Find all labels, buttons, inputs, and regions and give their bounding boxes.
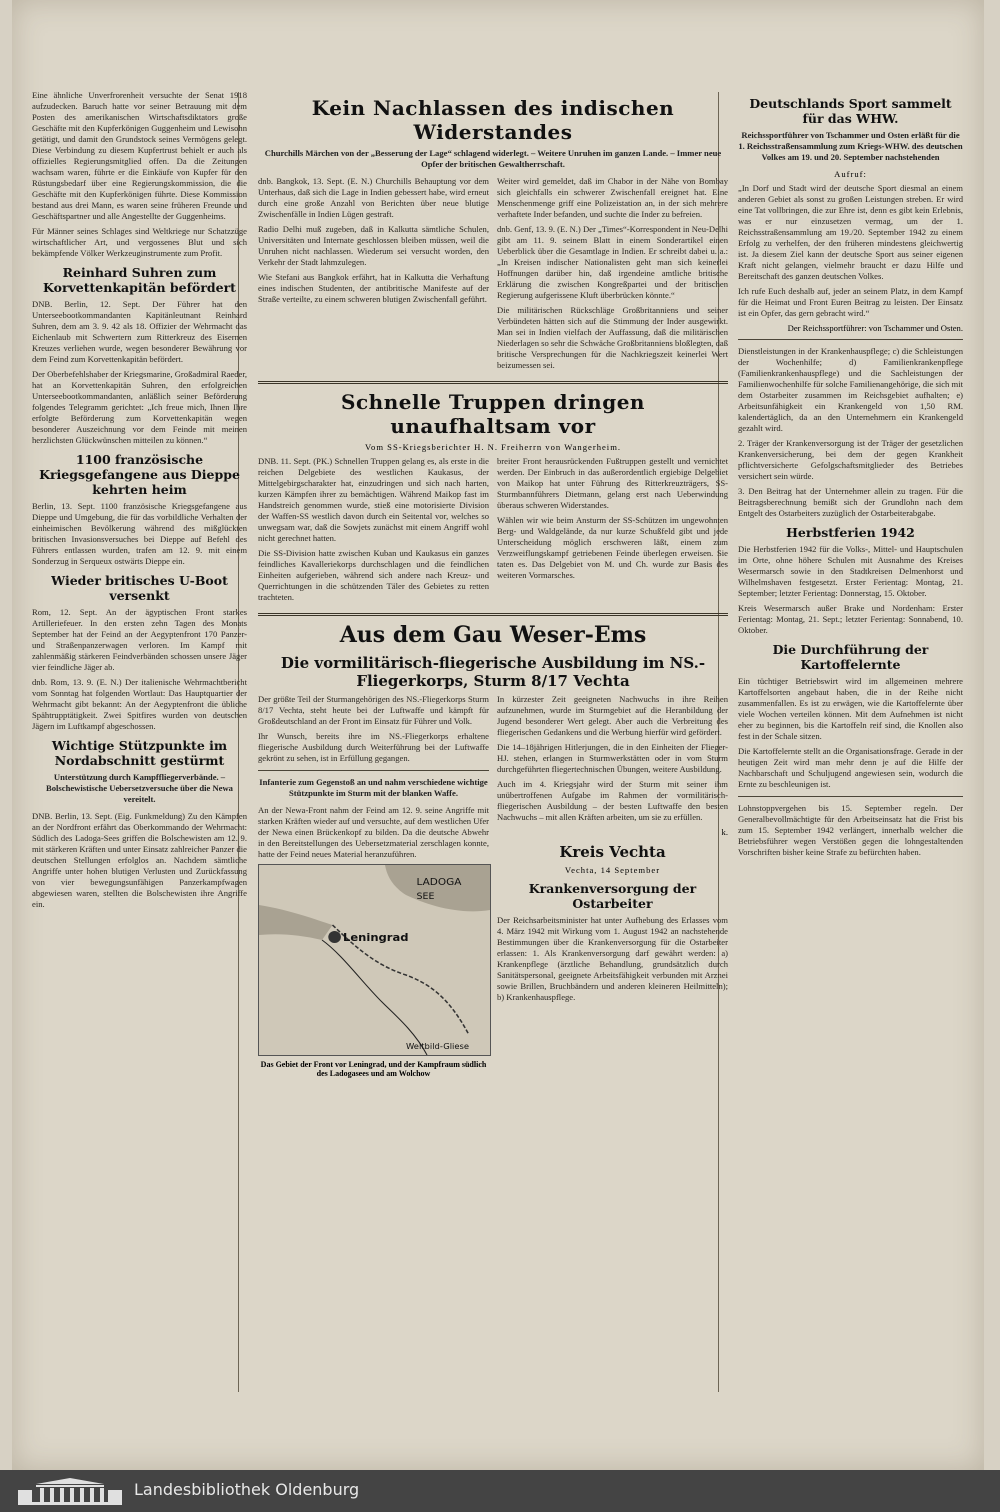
headline-dieppe: 1100 französische Kriegsgefangene aus Dieppe kehrten heim xyxy=(39,452,240,497)
divider xyxy=(258,613,728,616)
article-paragraph: Der Oberbefehlshaber der Kriegsmarine, Großadmiral Raeder, hat an Korvettenkapitän Suhren, den erfolgreichen Unterseebootkommandanten, anläßlich seiner Beförderung folgendes Telegramm gerichtet: „Ich freue mich, Ihnen Ihre erfolgte Beförderung zum Korvettenkapitän wegen besonderer Auszeichnung vor dem Feinde mit meinen herzlichsten Glückwünschen mitteilen zu können.“ xyxy=(32,369,247,445)
article-paragraph: An der Newa-Front nahm der Feind am 12. 9. seine Angriffe mit starken Kräften wieder auf und versuchte, auf dem westlichen Ufer der Newa einen Brückenkopf zu bilden. Da die deutsche Abwehr in den Bereitstellungen des Uebersetzmaterial zerschlagen konnte, hatte der Feind neues Material heranzuführen. xyxy=(258,805,489,859)
article-paragraph: dnb. Genf, 13. 9. (E. N.) Der „Times“-Korrespondent in Neu-Delhi gibt am 11. 9. seinem Blatt in einem Sonderartikel einen Ueberblick über die Gesamtlage in Indien. Er schreibt dabei u. a.: „In Kreisen indischer Nationalisten geht man sich keinerlei Hoffnungen darüber hin, daß irgendeine amtliche britische Erklärung die zwischen Kongreßpartei und der britischen Regierung aufgerissene Kluft überbrücken könnte.“ xyxy=(497,224,728,300)
article-paragraph: DNB. Berlin, 12. Sept. Der Führer hat den Unterseebootkommandanten Kapitänleutnant Reinhard Suhren, dem am 3. 9. 42 als 18. Offizier der Wehrmacht das Eichenlaub mit Schwertern zum Ritterkreuz des Eisernen Kreuzes verliehen wurde, wegen besonderer Bewährung vor dem Feind zum Korvettenkapitän befördert. xyxy=(32,299,247,364)
article-paragraph: dnb. Bangkok, 13. Sept. (E. N.) Churchills Behauptung vor dem Unterhaus, daß sich die Lage in Indien gebessert habe, wird erneut durch eine große Anzahl von Berichten über neue blutige Zwischenfälle in Indien Lügen gestraft. xyxy=(258,176,489,219)
article-body xyxy=(258,176,728,375)
map-credit: Weltbild-Gliese xyxy=(406,1041,470,1051)
article-paragraph: breiter Front herausrückenden Fußtruppen gestellt und vernichtet werden. Der Einbruch in das außerordentlich ergiebige Delgebiet von Maikop hat unter Führung des Ritterkreuzträgers, SS-Sturmbannführers Dietmann, gelang erst nach Ueberwindung überaus schweren Widerstandes. xyxy=(497,456,728,510)
article-paragraph: Lohnstoppvergehen bis 15. September regeln. Der Generalbevollmächtigte für den Arbeitseinsatz hat die Frist bis zum 15. September 1942 verlängert, innerhalb welcher die Betriebsführer wegen Verstößen gegen die lohngestaltenden Vorschriften bisher keine Strafe zu befürchten haben. xyxy=(738,803,963,857)
article-paragraph: Eine ähnliche Unverfrorenheit versuchte der Senat 1918 aufzudecken. Baruch hatte vor seiner Betrauung mit dem Posten des amerikanischen Wirtschaftsdiktators große Geschäfte mit den Kupferkönigen Guggenheim und Lewisohn getätigt, und damit den Grundstock seines Vermögens gelegt. Diese Verbindung zu diesem Kupfertrust behielt er auch als offizielles Regierungsmitglied offen. Da die Zeitungen wachsam waren, führte er die Einkäufe von Kupfer für den Rüstungsbedarf über eine Regierungskommission, die die Geschäfte mit den Kupferkönigen führte. Diese Kommission bestand aus drei Mann, es waren seine früheren Freunde und Geschäftspartner und alle Angestellte der Guggenheims. xyxy=(32,90,247,221)
article-paragraph: Ihr Wunsch, bereits ihre im NS.-Fliegerkorps erhaltene fliegerische Ausbildung durch Weiterführung bei der Luftwaffe gekrönt zu sehen, ist in Erfüllung gegangen. xyxy=(258,731,489,763)
map-caption: Das Gebiet der Front vor Leningrad, und der Kampfraum südlich des Ladogasees und am Wolchow xyxy=(260,1060,487,1078)
headline-vormilitaerisch: Die vormilitärisch-fliegerische Ausbildung im NS.-Fliegerkorps, Sturm 8/17 Vechta xyxy=(280,654,706,690)
article-paragraph: Der Reichsarbeitsminister hat unter Aufhebung des Erlasses vom 4. März 1942 mit Wirkung vom 1. August 1942 an nachstehende Bestimmungen über die Krankenversorgung für die Ostarbeiter erlassen: 1. Als Krankenversorgung darf gewährt werden: a) Krankenpflege (ärztliche Behandlung, grundsätzlich durch Sanitätspersonal, geeignete Arbeitsfähigkeit verbunden mit Arznei sowie Brillen, Bruchbändern und anderen kleineren Heilmitteln); b) Krankenhauspflege. xyxy=(497,915,728,1002)
headline-kreis: Kreis Vechta xyxy=(559,843,666,861)
article-paragraph: Radio Delhi muß zugeben, daß in Kalkutta sämtliche Schulen, Universitäten und Internate geschlossen bleiben müssen, weil die Unruhen nicht nachlassen. Wiederum sei versucht worden, den Verkehr der Stadt lahmzulegen. xyxy=(258,224,489,267)
headline-sport: Deutschlands Sport sammelt für das WHW. xyxy=(749,96,952,126)
headline-uboot: Wieder britisches U-Boot versenkt xyxy=(51,573,228,603)
headline-indien: Kein Nachlassen des indischen Widerstandes xyxy=(311,96,675,144)
article-paragraph: Rom, 12. Sept. An der ägyptischen Front starkes Artilleriefeuer. In den ersten zehn Tagen des Monats September hat der Feind an der Aegyptenfront 170 Panzer- und Straßenpanzerwagen verloren. Im Kampf mit zahlenmäßig stärkeren Feindverbänden schossen unsere Jäger vier feindliche Jäger ab. xyxy=(32,607,247,672)
newspaper-sheet xyxy=(12,0,984,1470)
headline-suhren: Reinhard Suhren zum Korvettenkapitän befördert xyxy=(43,265,236,295)
article-paragraph: Dienstleistungen in der Krankenhauspflege; c) die Schleistungen der Wochenhilfe; d) Familienkrankenpflege (Familienkrankenhauspflege) und die Sachleistungen der Familienwochenhilfe für solche Familienangehörige, die sich mit dem Ostarbeiter zusammen im Reichsgebiet aufhalten; e) Arbeitsunfähigkeit ein Krankengeld von 1,50 RM. kalendertäglich, da an den Unternehmern ein Krankengeld gezahlt wird. xyxy=(738,346,963,433)
article-paragraph: 2. Träger der Krankenversorgung ist der Träger der gesetzlichen Krankenversicherung, bei dem der gegen Krankheit pflichtversicherte Gefolgschaftsmitglieder des Betriebes versichert sein würde. xyxy=(738,438,963,481)
article-paragraph: 3. Den Beitrag hat der Unternehmer allein zu tragen. Für die Beitragsberechnung bemißt sich der Grundlohn nach dem Entgelt des Ostarbeiters zuzüglich der Ostarbeiterabgabe. xyxy=(738,486,963,518)
divider xyxy=(738,796,963,797)
article-paragraph: „In Dorf und Stadt wird der deutsche Sport diesmal an einem anderen Gebiet als sonst zu großen Leistungen streben. Er wird eine Tat vollbringen, die zur Ehre ist, denn es gibt kein Erlebnis, was er nur einzusetzen vermag, um der 1. Reichsstraßensammlung am 19./20. September 1942 zu einem Erfolg zu verhelfen, der den früheren mindestens gleichwertig ist. Ja diesem Ziel kann der deutsche Sport aus seiner eigenen Kraft nicht gelangen, vielmehr braucht er dazu Hilfe und Bereitschaft des ganzen deutschen Volkes. xyxy=(738,183,963,281)
article-paragraph: Die militärischen Rückschläge Großbritanniens und seiner Verbündeten hätten sich auf die Stimmung der Inder ausgewirkt. Man sei in Indien vielfach der Auffassung, daß die militärischen Niederlagen so sehr die Schwäche Großbritanniens bloßlegten, daß britische Versprechungen für die Nachkriegszeit keinerlei Wert beizumessen sei. xyxy=(497,305,728,370)
article-paragraph: Weiter wird gemeldet, daß im Chabor in der Nähe von Bombay sich gleichfalls ein schwerer Zwischenfall ereignet hat. Eine Menschenmenge griff eine Polizeistation an, in der sich mehrere verhaftete Inder befanden, und suchte die Inder zu befreien. xyxy=(497,176,728,219)
article-paragraph: In kürzester Zeit geeigneten Nachwuchs in ihre Reihen aufzunehmen, wurde im Sturmgebiet auf die Heranbildung der Jugend besonderer Wert gelegt. Aber auch die Verbreitung des fliegerischen Gedankens und die Werbung hierfür wird gefördert. xyxy=(497,694,728,737)
subheadline: Unterstützung durch Kampffliegerverbände. – Bolschewistische Uebersetzversuche über die Newa vereitelt. xyxy=(46,772,233,804)
article-body xyxy=(258,694,728,1078)
library-name: Landesbibliothek Oldenburg xyxy=(134,1480,360,1499)
headline-truppen: Schnelle Truppen dringen unaufhaltsam vor xyxy=(341,390,645,438)
map-label-leningrad: Leningrad xyxy=(343,931,409,944)
byline: Vom SS-Kriegsberichter H. N. Freiherrn von Wangerheim. xyxy=(364,442,622,452)
article-paragraph: Für Männer seines Schlages sind Weltkriege nur Schatzzüge wirtschaftlicher Art, und vergossenes Blut und sich bekämpfende Völker Werkzeuginstrumente zum Profit. xyxy=(32,226,247,258)
headline-herbstferien: Herbstferien 1942 xyxy=(786,525,915,540)
library-building-icon xyxy=(16,1476,124,1506)
dateline: Vechta, 14 September xyxy=(564,865,661,875)
author-mark: k. xyxy=(721,827,728,837)
headline-stuetzpunkte: Wichtige Stützpunkte im Nordabschnitt gestürmt xyxy=(51,738,228,768)
left-column xyxy=(32,90,247,1390)
subheadline: Churchills Märchen von der „Besserung der Lage“ schlagend widerlegt. – Weitere Unruhen im ganzen Lande. – Immer neue Opfer der britischen Gewaltherrschaft. xyxy=(264,148,722,169)
subheadline: Infanterie zum Gegenstoß an und nahm verschiedene wichtige Stützpunkte im Sturm mit der blanken Waffe. xyxy=(259,777,488,798)
aufruf-label: Aufruf: xyxy=(834,169,867,179)
divider xyxy=(738,339,963,340)
article-paragraph: DNB. 11. Sept. (PK.) Schnellen Truppen gelang es, als erste in die reichen Delgebiete des westlichen Kaukasus, der Mittelgebirgscharakter hat, einzudringen und sich nach harten, kurzen Kämpfen ihrer zu bemächtigen. Während Maikop fast im Handstreich genommen wurde, stieß eine motorisierte Division der Waffen-SS westlich davon durch ein Seitental vor, welches so unwegsam war, daß die Sowjets zunächst mit einem Angriff wohl nicht gerechnet hatten. xyxy=(258,456,489,543)
center-column xyxy=(258,90,728,1390)
article-paragraph: Die Kartoffelernte stellt an die Organisationsfrage. Gerade in der heutigen Zeit wird man mehr denn je auf die Hilfe der Nachbarschaft und Schuljugend angewiesen sein, wodurch die Ernte zu beschleunigen ist. xyxy=(738,746,963,789)
map-label-see: SEE xyxy=(416,891,435,902)
article-paragraph: Die Herbstferien 1942 für die Volks-, Mittel- und Hauptschulen im Orte, ohne höhere Schulen mit Ausnahme des Kreises Wesermarsch sowie in den Stadtkreisen Delmenhorst und Wilhelmshaven festgesetzt. Erster Ferientag: Montag, 21. September; letzter Ferientag: Donnerstag, 15. Oktober. xyxy=(738,544,963,598)
article-paragraph: Berlin, 13. Sept. 1100 französische Kriegsgefangene aus Dieppe und Umgebung, die für das vorbildliche Verhalten der einheimischen Bevölkerung während des mißglückten britischen Invasionsversuches bei Dieppe auf Befehl des Führers entlassen wurden, trafen am 12. 9. mit einem Sonderzug in Serqueux ostwärts Dieppe ein. xyxy=(32,501,247,566)
divider xyxy=(258,381,728,384)
subheadline: Reichssportführer von Tschammer und Osten erläßt für die 1. Reichsstraßensammlung zum Kriegs-WHW. des deutschen Volkes am 19. und 20. September nachstehenden xyxy=(738,130,963,162)
article-paragraph: Die 14–18jährigen Hitlerjungen, die in den Einheiten der Flieger-HJ. stehen, erlangen in Sturmwerkstätten oder in vom Sturm durchgeführten fliegertechnischen Übungen, weitere Ausbildung. xyxy=(497,742,728,774)
map-figure xyxy=(258,864,491,1056)
divider xyxy=(258,770,489,771)
headline-kartoffelernte: Die Durchführung der Kartoffelernte xyxy=(772,642,929,672)
article-paragraph: Ich rufe Euch deshalb auf, jeder an seinem Platz, in dem Kampf für die Heimat und Front Euren Beitrag zu leisten. Der Einsatz ist ein Opfer, das gern gebracht wird.“ xyxy=(738,286,963,318)
article-paragraph: dnb. Rom, 13. 9. (E. N.) Der italienische Wehrmachtbericht vom Sonntag hat folgenden Wortlaut: Das Hauptquartier der Wehrmacht gibt bekannt: An der Aegyptenfront die übliche Spähtrupptätigkeit. Zwei Spitfires wurden von deutschen Jägern im Luftkampf abgeschossen. xyxy=(32,677,247,731)
article-paragraph: Kreis Wesermarsch außer Brake und Nordenham: Erster Ferientag: Montag, 21. Sept.; letzter Ferientag: Sonnabend, 10. Oktober. xyxy=(738,603,963,635)
article-paragraph: Wie Stefani aus Bangkok erfährt, hat in Kalkutta die Verhaftung eines indischen Studenten, der antibritische Manifeste auf der Straße verteilte, zu einem schweren blutigen Zwischenfall geführt. xyxy=(258,272,489,304)
article-paragraph: Ein tüchtiger Betriebswirt wird im allgemeinen mehrere Kartoffelsorten angebaut haben, die in der Reihe nicht zusammenfallen. Es ist zu erwägen, wie die Kartoffelernte über viele Wochen verteilen können. Mit dem Aufnehmen ist nicht eher zu beginnen, bis die Kartoffeln reif sind, die Knollen also fest in der Schale sitzen. xyxy=(738,676,963,741)
signature-line: Der Reichssportführer: von Tschammer und Osten. xyxy=(787,323,963,333)
article-paragraph: DNB. Berlin, 13. Sept. (Eig. Funkmeldung) Zu den Kämpfen an der Nordfront erfährt das Oberkommando der Wehrmacht: Südlich des Ladoga-Sees griffen die Bolschewisten am 12. 9. mit stärkeren Kräften und unter Einsatz zahlreicher Panzer die deutschen Stellungen erfolglos an. Nachdem sämtliche Angriffe unter hohen blutigen Verlusten und Zurückfassung von vier bewegungsunfähigen Panzerkampfwagen abgewiesen waren, stellten die Bolschewisten ihre Angriffe ein. xyxy=(32,811,247,909)
right-column xyxy=(738,90,963,1390)
library-footer-bar xyxy=(0,1470,1000,1512)
article-paragraph: Die SS-Division hatte zwischen Kuban und Kaukasus ein ganzes feindliches Kavalleriekorps durchschlagen und die feindlichen Einheiten aufgerieben, während sich andere nach Kreuz- und Querrichtungen in die schützenden Täler des Gebietes zu retten trachteten. xyxy=(258,548,489,602)
article-paragraph: Der größte Teil der Sturmangehörigen des NS.-Fliegerkorps Sturm 8/17 Vechta, steht heute bei der Luftwaffe und kämpft für Großdeutschland an der Front im Einsatz für Führer und Volk. xyxy=(258,694,489,726)
headline-krankenversorgung: Krankenversorgung der Ostarbeiter xyxy=(528,881,697,911)
article-paragraph: Auch im 4. Kriegsjahr wird der Sturm mit seiner ihm unübertroffenen Aufgabe im Rahmen der vormilitärisch-fliegerischen Ausbildung – der besten Luftwaffe den besten Nachwuchs – mit allen Kräften arbeiten, um sie zu erfüllen. xyxy=(497,779,728,822)
headline-gau: Aus dem Gau Weser-Ems xyxy=(339,622,647,648)
article-paragraph: Wählen wir wie beim Ansturm der SS-Schützen im ungewohnten Berg- und Waldgelände, da nur kurze Schußfeld gibt und jede Unterscheidung möglich erschweren läßt, einem zum Verzweiflungskampf getriebenen Feinde überlegen erweisen. Sie taten es. Das Delgebiet von M. und Ch. wurde zur Basis des weiteren Vormarsches. xyxy=(497,515,728,580)
map-graphic xyxy=(259,865,490,1055)
article-body xyxy=(258,456,728,607)
map-label-ladoga: LADOGA xyxy=(416,876,462,888)
